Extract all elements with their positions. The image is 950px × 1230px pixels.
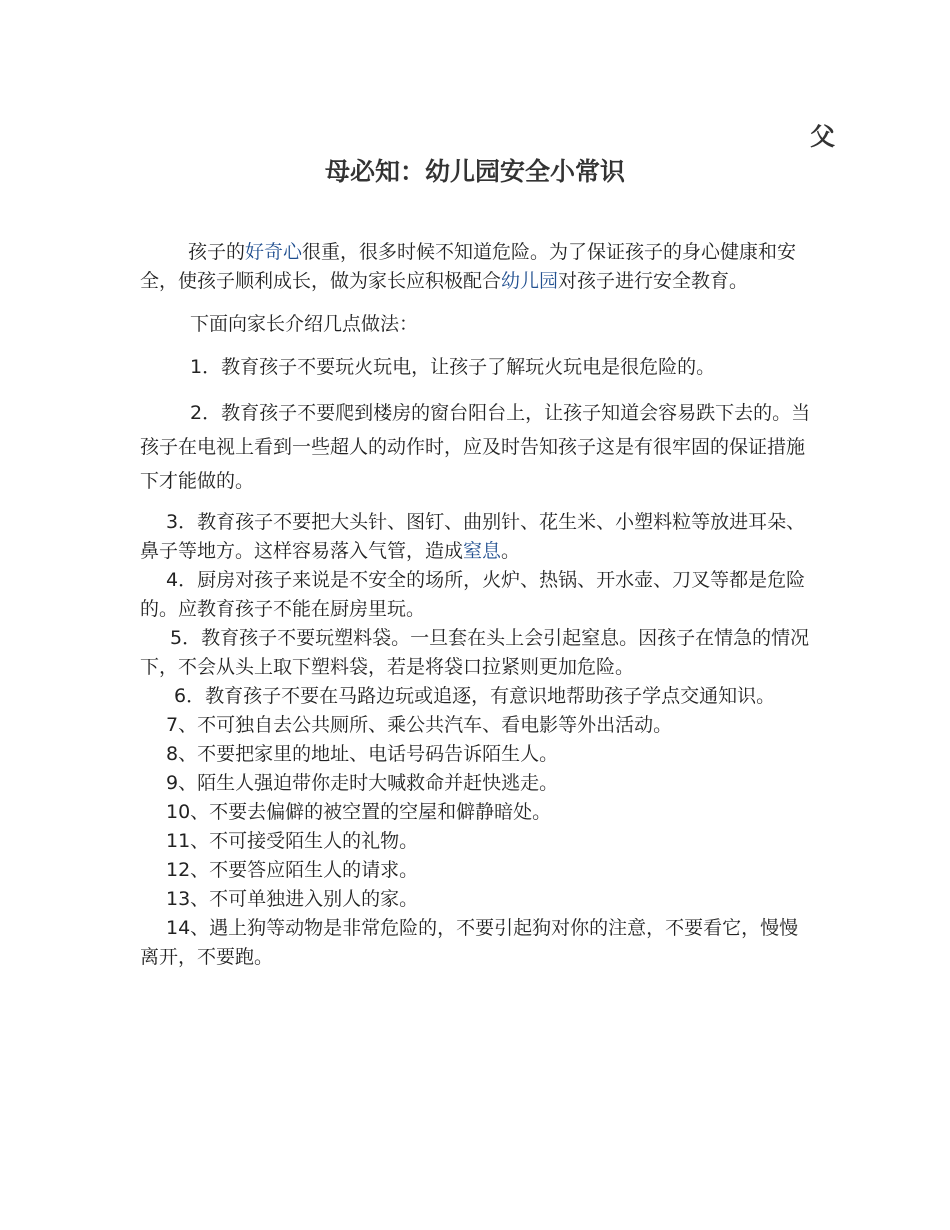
suffocation-link[interactable]: 窒息 bbox=[463, 540, 502, 562]
list-item-14: 14、遇上狗等动物是非常危险的，不要引起狗对你的注意，不要看它，慢慢离开，不要跑。 bbox=[140, 917, 799, 968]
list-item-3 bbox=[140, 508, 816, 566]
list-item-3-pre: 3．教育孩子不要把大头针、图钉、曲别针、花生米、小塑料粒等放进耳朵、鼻子等地方。这样容易落入气管，造成 bbox=[140, 511, 806, 562]
list-item-5: 5．教育孩子不要玩塑料袋。一旦套在头上会引起窒息。因孩子在情急的情况下，不会从头上取下塑料袋，若是将袋口拉紧则更加危险。 bbox=[140, 627, 810, 678]
intro-text-post: 对孩子进行安全教育。 bbox=[558, 270, 749, 292]
kindergarten-link[interactable]: 幼儿园 bbox=[501, 270, 559, 292]
list-item-9: 9、陌生人强迫带你走时大喊救命并赶快逃走。 bbox=[166, 772, 559, 794]
list-item-10: 10、不要去偏僻的被空置的空屋和僻静暗处。 bbox=[166, 801, 552, 823]
list-item-1: 1．教育孩子不要玩火玩电，让孩子了解玩火玩电是很危险的。 bbox=[190, 356, 716, 378]
intro-text-mid: 很重，很多时候不知道危险。为了保证孩子的身心健康和安全，使孩子顺利成长，做为家长应积极配合 bbox=[140, 241, 797, 292]
list-item-4: 4．厨房对孩子来说是不安全的场所，火炉、热锅、开水壶、刀叉等都是危险的。应教育孩子不能在厨房里玩。 bbox=[140, 569, 806, 620]
intro-paragraph bbox=[140, 238, 816, 296]
page-title: 母必知：幼儿园安全小常识 bbox=[324, 157, 625, 186]
lead-paragraph: 下面向家长介绍几点做法： bbox=[190, 313, 419, 335]
list-item-8: 8、不要把家里的地址、电话号码告诉陌生人。 bbox=[166, 743, 559, 765]
list-item-7: 7、不可独自去公共厕所、乘公共汽车、看电影等外出活动。 bbox=[166, 714, 673, 736]
list-item-3-post: 。 bbox=[501, 540, 521, 562]
list-item-6: 6．教育孩子不要在马路边玩或追逐，有意识地帮助孩子学点交通知识。 bbox=[174, 685, 776, 707]
list-item-13: 13、不可单独进入别人的家。 bbox=[166, 888, 419, 910]
document-body bbox=[140, 238, 816, 972]
list-item-2: 2．教育孩子不要爬到楼房的窗台阳台上，让孩子知道会容易跌下去的。当孩子在电视上看到一些超人的动作时，应及时告知孩子这是有很牢固的保证措施下才能做的。 bbox=[140, 402, 811, 492]
list-item-11: 11、不可接受陌生人的礼物。 bbox=[166, 830, 419, 852]
intro-text-pre: 孩子的 bbox=[188, 241, 246, 263]
curiosity-link[interactable]: 好奇心 bbox=[245, 241, 303, 263]
list-item-12: 12、不要答应陌生人的请求。 bbox=[166, 859, 419, 881]
title-first-char: 父 bbox=[810, 122, 836, 151]
